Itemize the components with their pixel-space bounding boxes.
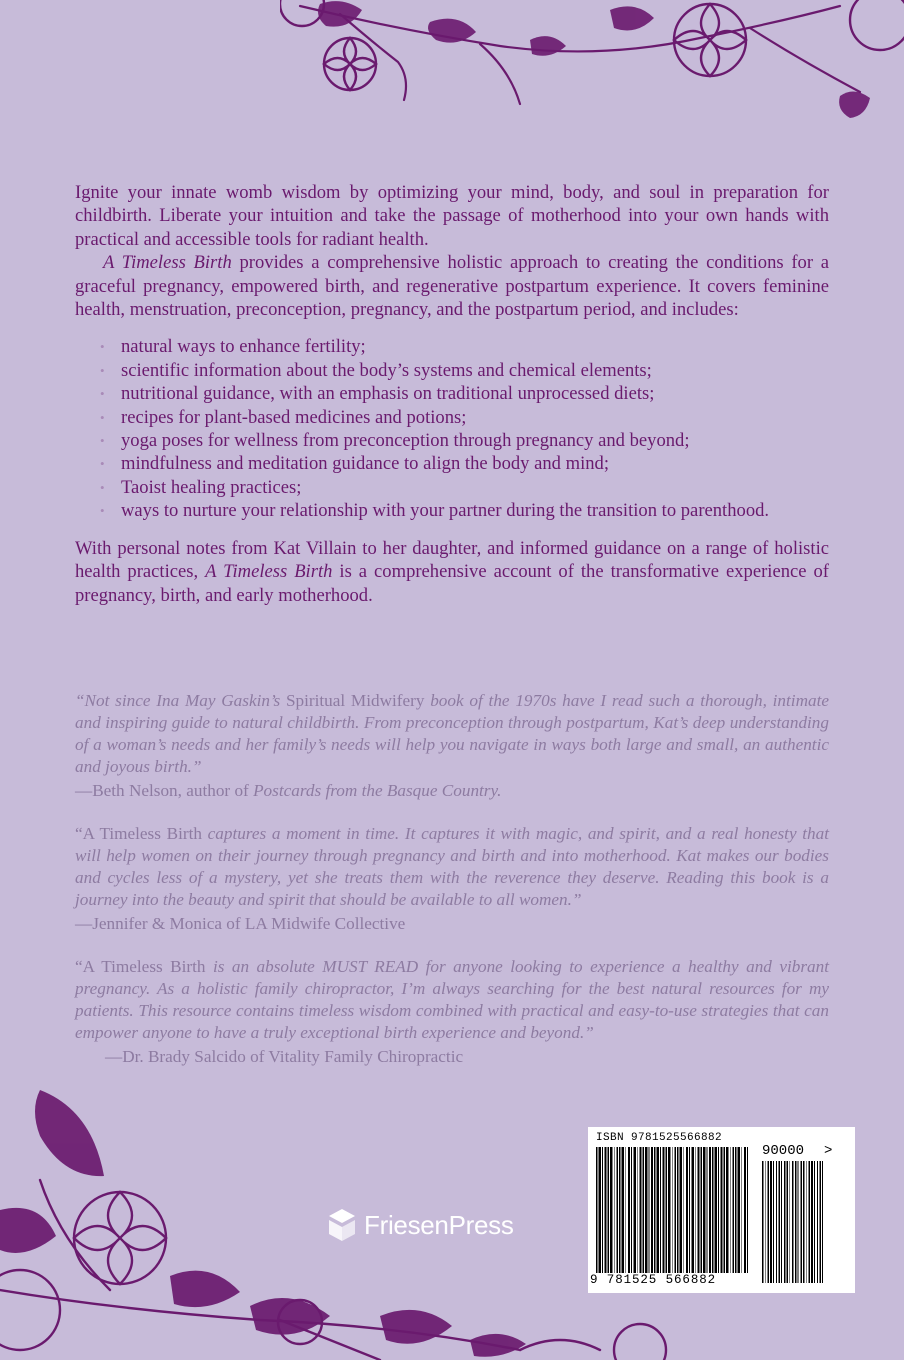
price-marker: > [824,1143,833,1159]
barcode-digits: 9 781525 566882 [590,1273,750,1287]
feature-item: • scientific information about the body’s systems and chemical elements; [121,359,829,382]
feature-item: • Taoist healing practices; [121,476,829,499]
review-attribution: —Dr. Brady Salcido of Vitality Family Chiropractic [105,1047,464,1066]
friesenpress-logo-icon [328,1208,356,1242]
isbn-label: ISBN 9781525566882 [596,1132,723,1144]
price-barcode-bars [762,1161,824,1283]
isbn-barcode [588,1127,855,1293]
review-attribution: —Jennifer & Monica of LA Midwife Collective [75,914,406,933]
features-list [75,335,829,522]
book-title-italic: A Timeless Birth [205,561,333,583]
description-paragraph-1: Ignite your innate womb wisdom by optimizing your mind, body, and soul in preparation for childbirth. Liberate your intuition and take the passage of motherhood into your own hands with practical and accessible tools for radiant health. [75,182,829,250]
book-title-italic: A Timeless Birth [103,252,232,274]
description-paragraph-3: With personal notes from Kat Villain to her daughter, and informed guidance on a range of holistic health practices, A Timeless Birth is a comprehensive account of the transformative experience of pregnancy, birth, and early motherhood. [75,537,829,606]
floral-illustration-top [280,0,904,150]
publisher-name: FriesenPress [364,1209,514,1240]
feature-item: • recipes for plant-based medicines and potions; [121,406,829,429]
feature-item: • natural ways to enhance fertility; [121,335,829,358]
book-description [75,181,829,607]
review-3 [75,956,829,1068]
barcode-bars [596,1147,748,1273]
feature-item: • yoga poses for wellness from preconception through pregnancy and beyond; [121,429,829,452]
price-code: 90000 [762,1143,805,1159]
feature-item: • mindfulness and meditation guidance to align the body and mind; [121,452,829,475]
feature-item: • nutritional guidance, with an emphasis on traditional unprocessed diets; [121,382,829,405]
review-1 [75,690,829,802]
endorsements [75,690,829,1089]
description-paragraph-2: A Timeless Birth provides a comprehensive holistic approach to creating the conditions for a graceful pregnancy, empowered birth, and regenerative postpartum experience. It covers feminine health, menstruation, preconception, pregnancy, and the postpartum period, and includes: [75,252,829,321]
publisher-logo [328,1205,514,1245]
review-quote: “A Timeless Birth is an absolute MUST READ for anyone looking to experience a healthy and vibrant pregnancy. As a holistic family chiropractor, I’m always searching for the best natural resources for my patients. This resource contains timeless wisdom combined with practical and easy-to-use strategies that can empower anyone to have a truly exceptional birth experience and beyond.” [75,957,830,1042]
review-2 [75,823,829,935]
feature-item: • ways to nurture your relationship with your partner during the transition to parenthood. [121,499,829,522]
review-quote: “A Timeless Birth captures a moment in time. It captures it with magic, and spirit, and a real honesty that will help women on their journey through pregnancy and birth and into motherhood. Kat makes our bodies and cycles less of a mystery, yet she treats them with the reverence they deserve. Reading this book is a journey into the beauty and spirit that should be available to all women.” [75,824,829,909]
review-attribution: —Beth Nelson, author of Postcards from the Basque Country. [75,781,502,800]
review-quote: “Not since Ina May Gaskin’s Spiritual Midwifery book of the 1970s have I read such a thorough, intimate and inspiring guide to natural childbirth. From preconception through postpartum, Kat’s deep understanding of a woman’s needs and her family’s needs will help you navigate in ways both large and small, an authentic and joyous birth.” [75,691,829,776]
